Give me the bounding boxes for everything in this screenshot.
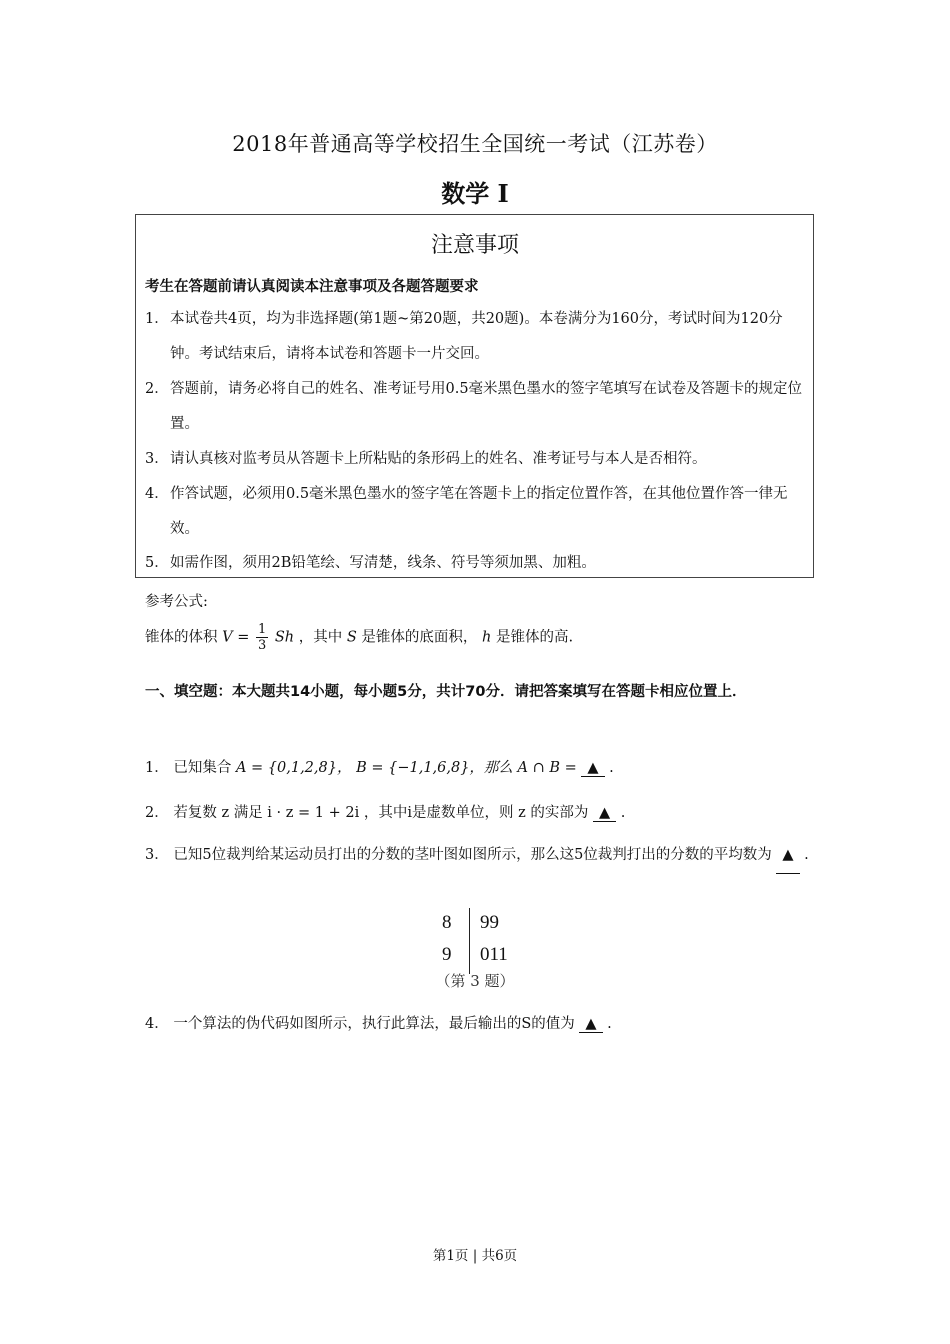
notice-item — [145, 302, 805, 372]
question-1 — [145, 756, 810, 777]
formula-var-h: h — [482, 629, 492, 646]
question-end: . — [620, 805, 626, 821]
notice-item-number: 5． — [145, 555, 169, 571]
figure-caption: （第 3 题） — [435, 972, 515, 990]
formula-lhs: V = — [222, 629, 250, 646]
question-3 — [145, 837, 810, 874]
answer-blank[interactable]: ▲ — [581, 760, 604, 777]
formula-rhs: Sh — [274, 629, 295, 646]
question-number: 3． — [145, 847, 169, 863]
notice-intro: 考生在答题前请认真阅读本注意事项及各题答题要求 — [145, 279, 479, 295]
page-footer: 第1页 | 共6页 — [432, 1248, 518, 1264]
subject-title: 数学 I — [441, 179, 509, 208]
volume-formula — [145, 622, 573, 662]
question-4 — [145, 1012, 810, 1033]
question-text: 若复数 — [173, 805, 217, 821]
question-text: 已知集合 — [173, 760, 232, 776]
answer-blank[interactable]: ▲ — [776, 837, 799, 874]
section-heading: 一、填空题：本大题共14小题，每小题5分，共计70分．请把答案填写在答题卡相应位置上． — [145, 684, 747, 700]
question-end: . — [607, 1016, 612, 1032]
stem-divider — [469, 908, 470, 974]
fraction-numerator: 1 — [257, 622, 267, 637]
notice-item — [145, 442, 805, 477]
question-number: 4． — [145, 1016, 169, 1032]
question-number: 1． — [145, 760, 169, 776]
stem-value: 9 — [442, 944, 452, 965]
question-math: z 满足 i · z = 1 + 2i ，其中i是虚数单位，则 z 的实部为 — [221, 805, 589, 821]
leaf-values: 011 — [480, 944, 508, 965]
answer-blank[interactable]: ▲ — [593, 805, 616, 822]
notice-item — [145, 372, 805, 442]
notice-item-text: 请认真核对监考员从答题卡上所粘贴的条形码上的姓名、准考证号与本人是否相符。 — [170, 451, 707, 467]
question-end: . — [804, 847, 809, 863]
stem-leaf-plot — [440, 908, 560, 974]
question-text: 已知5位裁判给某运动员打出的分数的茎叶图如图所示，那么这5位裁判打出的分数的平均数为 — [173, 847, 772, 863]
notice-item-number: 4． — [145, 486, 169, 502]
fraction-denominator: 3 — [257, 638, 267, 653]
notice-item-text: 本试卷共4页，均为非选择题(第1题~第20题，共20题)。本卷满分为160分，考试时间为120分钟。考试结束后，请将本试卷和答题卡一片交回。 — [170, 311, 783, 362]
answer-blank[interactable]: ▲ — [579, 1016, 602, 1033]
notice-item-number: 2． — [145, 381, 169, 397]
formula-suffix: 是锥体的高. — [495, 629, 574, 646]
question-text: 一个算法的伪代码如图所示，执行此算法，最后输出的S的值为 — [173, 1016, 575, 1032]
reference-label: 参考公式: — [145, 594, 208, 610]
notice-item — [145, 477, 805, 547]
formula-suffix: ，其中 — [298, 629, 343, 646]
question-2 — [145, 801, 810, 822]
question-math: A = {0,1,2,8}， B = {−1,1,6,8}，那么 A ∩ B = — [235, 760, 577, 776]
notice-item-text: 作答试题，必须用0.5毫米黑色墨水的签字笔在答题卡上的指定位置作答，在其他位置作答一律无效。 — [170, 486, 788, 537]
notice-item — [145, 546, 805, 581]
notice-item-number: 1． — [145, 311, 169, 327]
leaf-values: 99 — [480, 912, 499, 933]
exam-title: 2018年普通高等学校招生全国统一考试（江苏卷） — [232, 132, 718, 156]
formula-prefix: 锥体的体积 — [145, 629, 218, 646]
notice-item-text: 答题前，请务必将自己的姓名、准考证号用0.5毫米黑色墨水的签字笔填写在试卷及答题卡的规定位置。 — [170, 381, 803, 432]
question-end: . — [609, 760, 614, 776]
formula-var-s: S — [346, 629, 357, 646]
stem-value: 8 — [442, 912, 452, 933]
formula-suffix: 是锥体的底面积， — [361, 629, 478, 646]
notice-title: 注意事项 — [430, 233, 519, 258]
fraction — [256, 622, 268, 653]
question-number: 2． — [145, 805, 169, 821]
notice-item-number: 3． — [145, 451, 169, 467]
notice-item-text: 如需作图，须用2B铅笔绘、写清楚，线条、符号等须加黑、加粗。 — [170, 555, 596, 571]
